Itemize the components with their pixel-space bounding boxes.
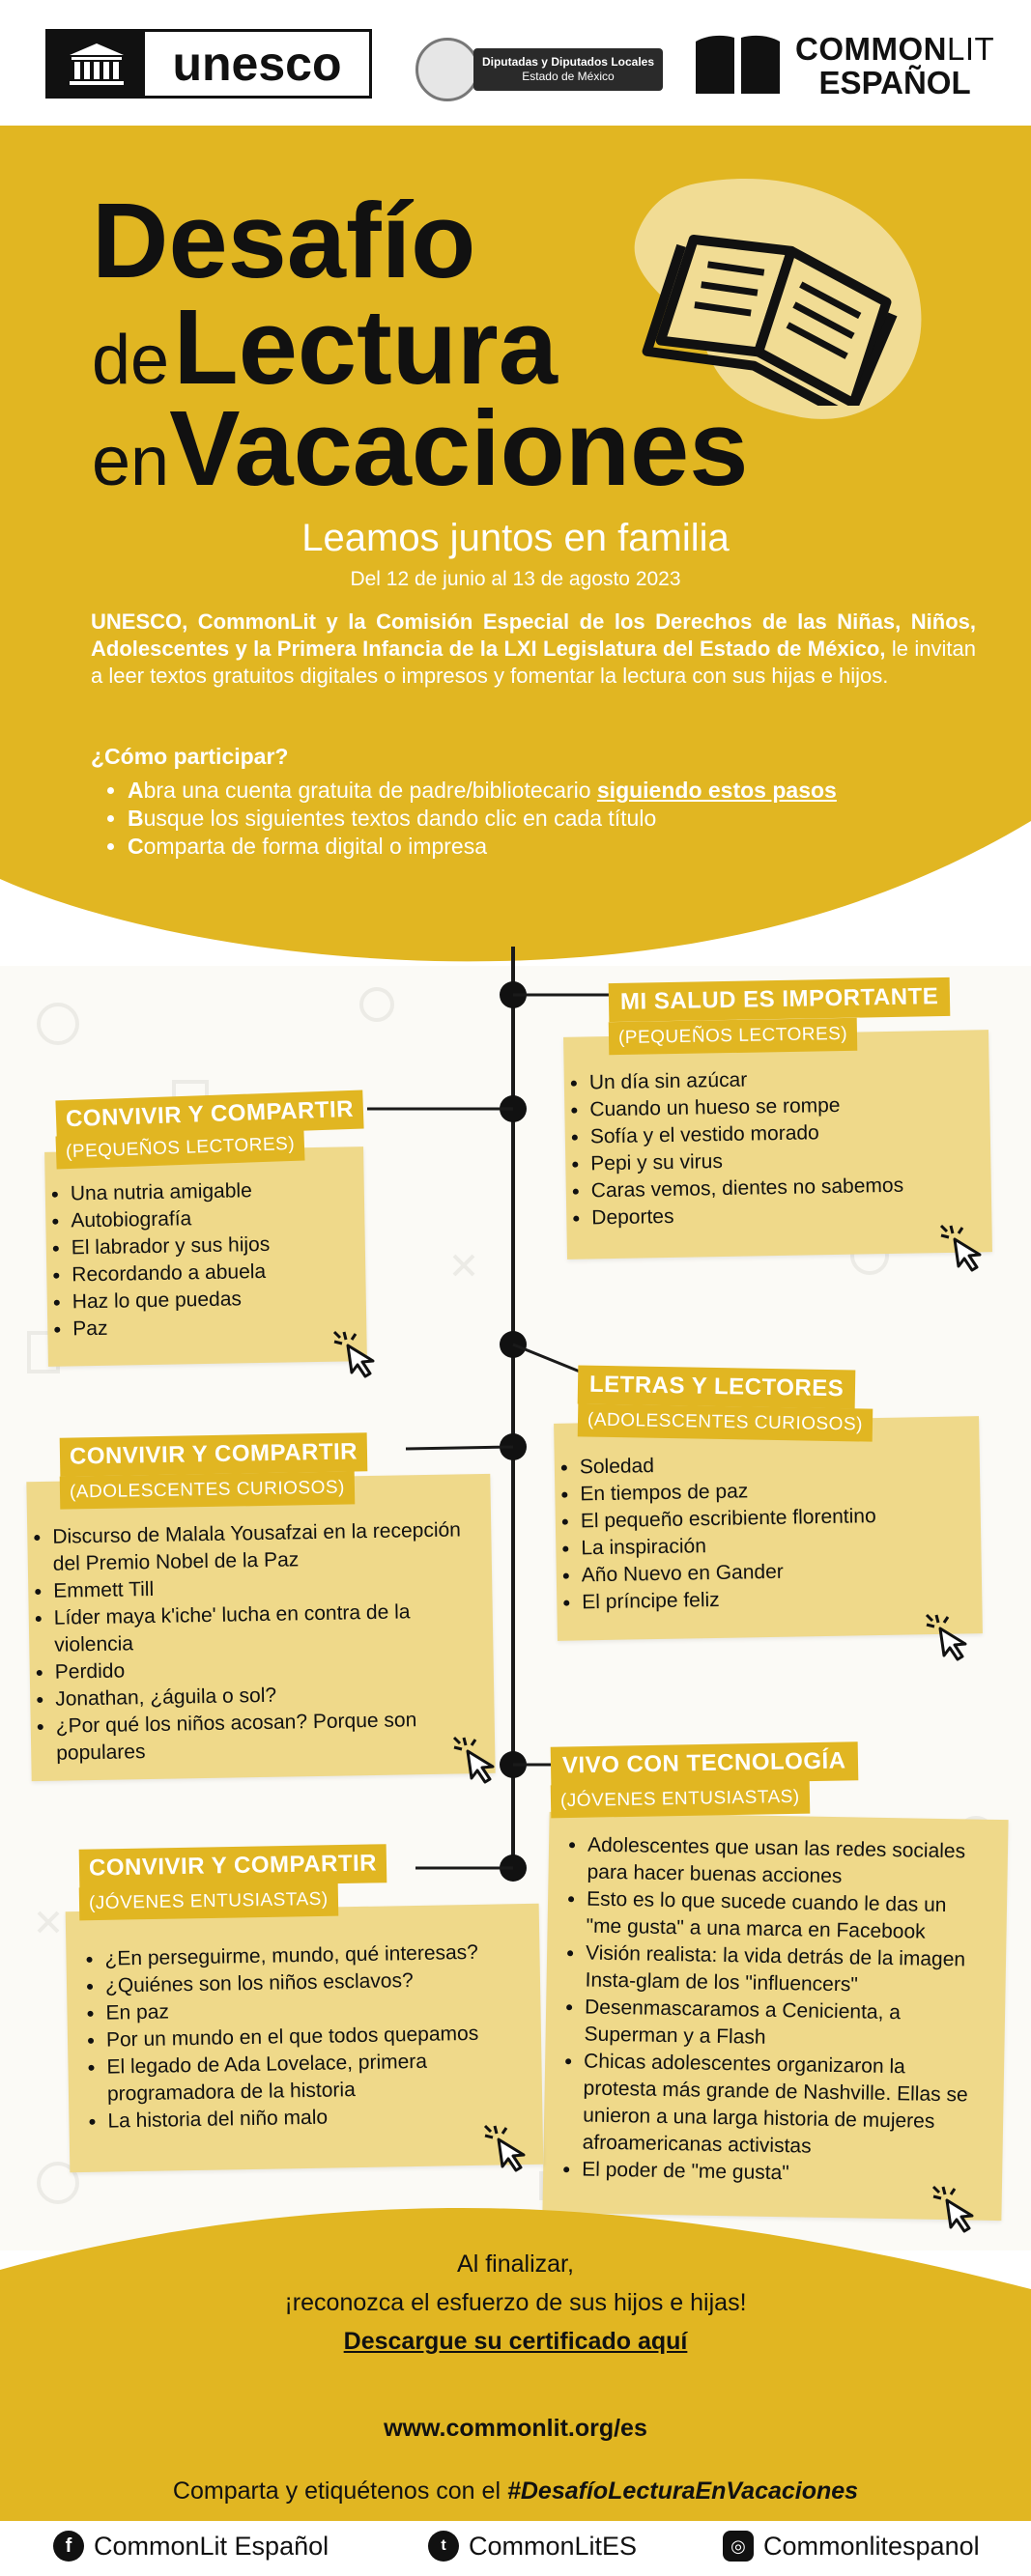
website-wrap: [0, 2415, 1031, 2443]
letras-title: LETRAS Y LECTORES: [578, 1365, 856, 1408]
download-certificate-link[interactable]: Descargue su certificado aquí: [343, 2328, 688, 2355]
text-link[interactable]: ¿Quiénes son los niños esclavos?: [104, 1969, 414, 1997]
title-de: de: [92, 322, 170, 399]
text-link[interactable]: Líder maya k'iche' lucha en contra de la violencia: [53, 1600, 411, 1656]
setup-steps-link[interactable]: siguiendo estos pasos: [596, 778, 837, 803]
text-link[interactable]: Adolescentes que usan las redes sociales para hacer buenas acciones: [587, 1833, 966, 1888]
click-cursor-icon: [330, 1328, 385, 1382]
list-item: [586, 1886, 980, 1947]
twitter-icon: t: [428, 2531, 459, 2562]
click-cursor-icon: [937, 1222, 991, 1276]
convivir-pequenos-title: CONVIVIR Y COMPARTIR: [55, 1090, 363, 1139]
step-3-initial: C: [128, 834, 144, 859]
text-link[interactable]: Recordando a abuela: [72, 1260, 267, 1287]
diputados-line1: Diputadas y Diputados Locales: [481, 55, 655, 69]
step-3-text: omparta de forma digital o impresa: [143, 834, 488, 859]
text-link[interactable]: Visión realista: la vida detrás de la imagen Insta-glam de los "influencers": [585, 1941, 966, 1996]
list-item: [106, 2047, 523, 2108]
twitter-handle: CommonLitES: [469, 2531, 638, 2561]
text-link[interactable]: El pequeño escribiente florentino: [580, 1505, 876, 1533]
text-link[interactable]: Desenmascaramos a Cenicienta, a Superman y a Flash: [584, 1996, 902, 2049]
twitter-link[interactable]: [428, 2531, 637, 2562]
convivir-pequenos-list: [45, 1175, 367, 1344]
how-to-title: ¿Cómo participar?: [91, 744, 289, 769]
text-link[interactable]: Una nutria amigable: [70, 1179, 252, 1205]
text-link[interactable]: Haz lo que puedas: [72, 1288, 243, 1314]
click-cursor-icon: [450, 1734, 504, 1788]
list-item: [591, 1198, 991, 1231]
convivir-adolescentes-audience: (ADOLESCENTES CURIOSOS): [60, 1471, 355, 1509]
mi-salud-audience: (PEQUEÑOS LECTORES): [609, 1018, 858, 1055]
text-link[interactable]: Esto es lo que sucede cuando le das un "me gusta" a una marca en Facebook: [586, 1887, 947, 1943]
convivir-jovenes-list: [66, 1939, 542, 2137]
convivir-jovenes-title: CONVIVIR Y COMPARTIR: [79, 1844, 387, 1888]
list-item: [56, 1706, 476, 1768]
title-en: en: [92, 423, 170, 500]
footer-line-1: Al finalizar,: [457, 2250, 574, 2278]
text-link[interactable]: Año Nuevo en Gander: [581, 1560, 784, 1587]
facebook-link[interactable]: [53, 2531, 329, 2562]
card-letras: [554, 1416, 983, 1641]
click-cursor-icon: [481, 2122, 535, 2176]
step-2-text: usque los siguientes textos dando clic en cada título: [143, 806, 657, 831]
facebook-handle: CommonLit Español: [94, 2531, 329, 2561]
card-convivir-jovenes: [66, 1904, 544, 2173]
diputados-line2: Estado de México: [522, 70, 615, 83]
text-link[interactable]: El labrador y sus hijos: [71, 1232, 271, 1260]
text-link[interactable]: ¿En perseguirme, mundo, qué interesas?: [104, 1940, 479, 1970]
text-link[interactable]: En paz: [105, 2000, 170, 2024]
facebook-icon: f: [53, 2531, 84, 2562]
share-line: [0, 2477, 1031, 2505]
click-cursor-icon: [923, 1611, 977, 1665]
mi-salud-title: MI SALUD ES IMPORTANTE: [609, 977, 951, 1022]
letras-audience: (ADOLESCENTES CURIOSOS): [578, 1403, 873, 1441]
list-item: [72, 1311, 366, 1343]
text-link[interactable]: Discurso de Malala Yousafzai en la recepción del Premio Nobel de la Paz: [52, 1518, 462, 1575]
text-link[interactable]: Soledad: [579, 1455, 655, 1479]
text-link[interactable]: ¿Por qué los niños acosan? Porque son populares: [55, 1709, 417, 1765]
step-1-text: bra una cuenta gratuita de padre/bibliotecario: [143, 778, 597, 803]
mi-salud-list: [564, 1062, 992, 1232]
date-range: Del 12 de junio al 13 de agosto 2023: [350, 568, 681, 590]
text-link[interactable]: Un día sin azúcar: [588, 1068, 748, 1094]
list-item: [585, 1940, 979, 2001]
list-item: [52, 1516, 473, 1578]
text-link[interactable]: Sofía y el vestido morado: [589, 1121, 819, 1148]
vivo-list: [543, 1831, 1008, 2191]
title-vacaciones: Vacaciones: [169, 389, 749, 508]
list-item: [584, 1995, 978, 2055]
footer-section: [0, 2202, 1031, 2521]
title-lectura: Lectura: [173, 288, 558, 407]
website-link[interactable]: www.commonlit.org/es: [384, 2415, 647, 2442]
convivir-jovenes-audience: (JÓVENES ENTUSIASTAS): [79, 1883, 338, 1921]
text-link[interactable]: La historia del niño malo: [107, 2106, 329, 2133]
social-bar: [0, 2521, 1031, 2576]
commonlit-espanol: ESPAÑOL: [818, 65, 971, 100]
list-item: [582, 2049, 977, 2164]
convivir-pequenos-audience: (PEQUEÑOS LECTORES): [55, 1128, 304, 1170]
text-link[interactable]: El poder de "me gusta": [582, 2158, 789, 2185]
text-link[interactable]: Paz: [72, 1316, 108, 1341]
list-item: [582, 2157, 975, 2191]
share-text: Comparta y etiquétenos con el: [172, 2477, 507, 2505]
intro-rest: le invitan a leer textos gratuitos digitales o impresos y fomentar la lectura con sus hijas e hijos.: [91, 637, 976, 688]
card-mi-salud: [563, 1030, 992, 1260]
text-link[interactable]: Jonathan, ¿águila o sol?: [55, 1684, 277, 1711]
instagram-icon: ◎: [723, 2531, 754, 2562]
convivir-adolescentes-title: CONVIVIR Y COMPARTIR: [60, 1432, 368, 1477]
text-link[interactable]: Cuando un hueso se rompe: [589, 1093, 841, 1121]
title-line-1: Desafío: [92, 182, 476, 300]
card-vivo: [542, 1812, 1008, 2221]
list-item: [54, 1598, 474, 1659]
text-link[interactable]: La inspiración: [581, 1535, 707, 1560]
vivo-title: VIVO CON TECNOLOGÍA: [551, 1741, 858, 1786]
card-convivir-pequenos: [44, 1146, 367, 1367]
intro-bold: UNESCO, CommonLit y la Comisión Especial de los Derechos de las Niñas, Niños, Adolescentes y la Primera Infancia de la LXI Legislatura del Estado de México,: [91, 609, 976, 661]
commonlit-lit: LIT: [946, 31, 995, 67]
step-2-initial: B: [128, 806, 144, 831]
text-link[interactable]: Perdido: [54, 1659, 126, 1684]
letras-list: [555, 1447, 983, 1617]
text-link[interactable]: Autobiografía: [71, 1207, 192, 1232]
footer-line-2: ¡reconozca el esfuerzo de sus hijos e hijas!: [284, 2289, 747, 2316]
instagram-link[interactable]: [723, 2531, 980, 2562]
text-link[interactable]: El príncipe feliz: [582, 1588, 720, 1614]
certificate-link-wrap: [0, 2328, 1031, 2356]
text-link[interactable]: Pepi y su virus: [590, 1150, 724, 1175]
text-link[interactable]: Chicas adolescentes organizaron la protesta más grande de Nashville. Ellas se unieron a una larga historia de mujeres afroamericanas activistas: [582, 2050, 968, 2158]
text-link[interactable]: Por un mundo en el que todos quepamos: [105, 2022, 479, 2052]
text-link[interactable]: En tiempos de paz: [580, 1480, 749, 1506]
list-item: [587, 1832, 981, 1893]
text-link[interactable]: Emmett Till: [53, 1577, 155, 1602]
text-link[interactable]: El legado de Ada Lovelace, primera programadora de la historia: [106, 2050, 428, 2106]
instagram-handle: Commonlitespanol: [763, 2531, 980, 2561]
step-1-initial: A: [128, 778, 144, 803]
vivo-audience: (JÓVENES ENTUSIASTAS): [551, 1781, 810, 1819]
text-link[interactable]: Deportes: [591, 1204, 674, 1230]
subtitle: Leamos juntos en familia: [301, 517, 730, 559]
unesco-wordmark: unesco: [172, 37, 342, 91]
text-link[interactable]: Caras vemos, dientes no sabemos: [590, 1174, 904, 1203]
commonlit-common: COMMON: [795, 31, 947, 67]
card-convivir-adolescentes: [26, 1474, 495, 1781]
hashtag: #DesafíoLecturaEnVacaciones: [506, 2477, 859, 2505]
convivir-adolescentes-list: [27, 1516, 495, 1768]
